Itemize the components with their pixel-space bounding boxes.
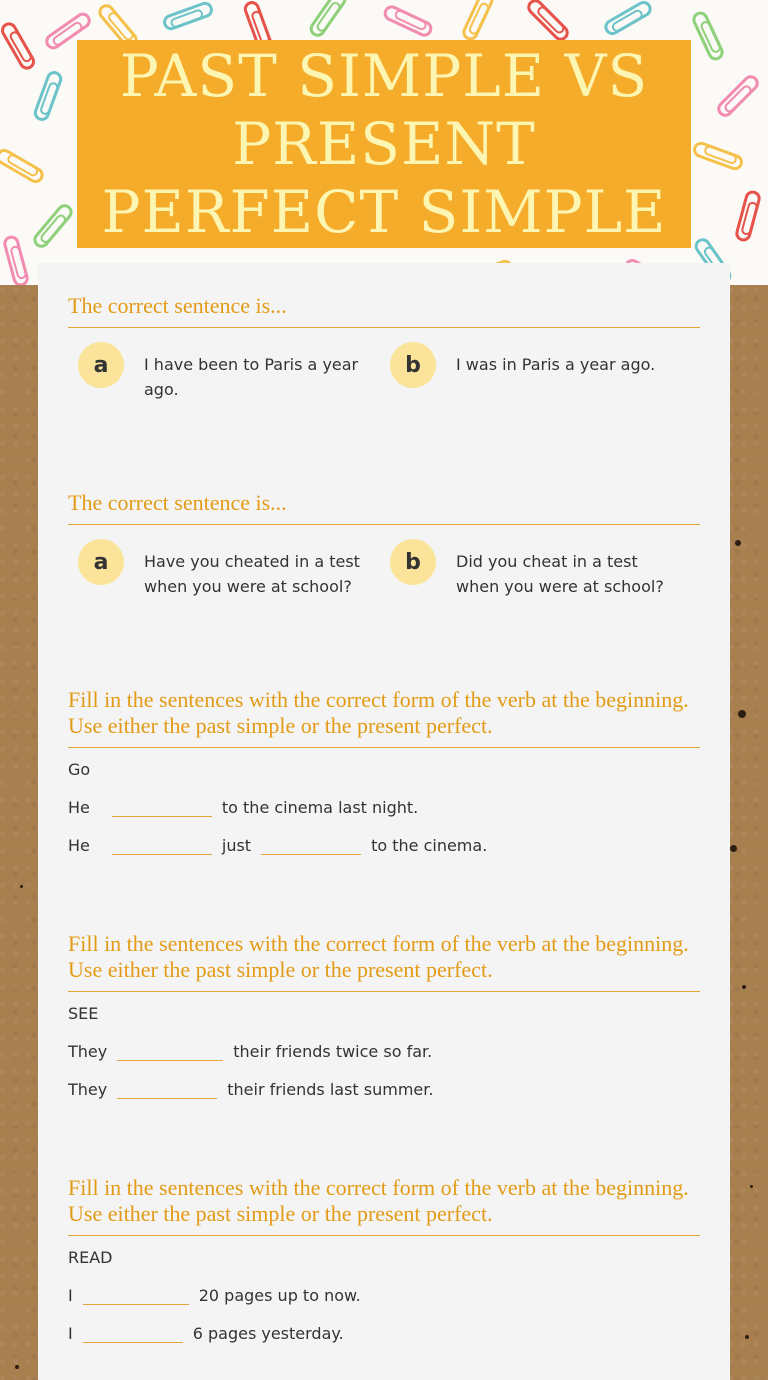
option-text: Have you cheated in a test when you were at school? bbox=[144, 552, 360, 596]
blank-input[interactable] bbox=[83, 1282, 189, 1305]
sentence-subject: He bbox=[68, 836, 90, 855]
sentence-line bbox=[68, 1319, 700, 1343]
sentence-line bbox=[68, 1037, 700, 1061]
page-title: PAST SIMPLE VS PRESENT PERFECT SIMPLE bbox=[101, 42, 667, 246]
question-1 bbox=[68, 293, 700, 422]
sentence-subject: He bbox=[68, 798, 90, 817]
sentence-subject: They bbox=[68, 1042, 108, 1061]
option-text: I have been to Paris a year ago. bbox=[144, 355, 359, 399]
sentence-subject: They bbox=[68, 1080, 108, 1099]
option-letter-badge[interactable]: b bbox=[390, 342, 436, 388]
question-2 bbox=[68, 490, 700, 619]
sentence-text: their friends last summer. bbox=[227, 1080, 434, 1099]
blank-input[interactable] bbox=[83, 1320, 183, 1343]
sentence-text: to the cinema last night. bbox=[221, 798, 419, 817]
blank-input[interactable] bbox=[117, 1076, 217, 1099]
sentence-subject: I bbox=[68, 1324, 73, 1343]
blank-input[interactable] bbox=[112, 832, 212, 855]
sentence-line bbox=[68, 1075, 700, 1099]
blank-input[interactable] bbox=[261, 832, 361, 855]
option-letter-badge[interactable]: b bbox=[390, 539, 436, 585]
sentence-subject: I bbox=[68, 1286, 73, 1305]
question-prompt: The correct sentence is... bbox=[68, 293, 700, 328]
fill-in-prompt: Fill in the sentences with the correct form of the verb at the beginning. Use either the past simple or the present perfect. bbox=[68, 931, 700, 992]
fill-in-prompt: Fill in the sentences with the correct form of the verb at the beginning. Use either the past simple or the present perfect. bbox=[68, 1175, 700, 1236]
question-prompt: The correct sentence is... bbox=[68, 490, 700, 525]
option-a[interactable] bbox=[78, 342, 378, 402]
fill-in-section-2 bbox=[68, 931, 700, 1099]
option-text: Did you cheat in a test when you were at school? bbox=[456, 552, 664, 596]
sentence-text: to the cinema. bbox=[371, 836, 488, 855]
title-banner bbox=[77, 40, 691, 248]
sentence-text: 6 pages yesterday. bbox=[192, 1324, 344, 1343]
option-b[interactable] bbox=[390, 342, 690, 388]
sentence-line bbox=[68, 831, 700, 855]
option-b[interactable] bbox=[390, 539, 690, 599]
sentence-text: 20 pages up to now. bbox=[198, 1286, 361, 1305]
sentence-text: their friends twice so far. bbox=[233, 1042, 433, 1061]
sentence-line bbox=[68, 793, 700, 817]
sentence-text: just bbox=[221, 836, 252, 855]
option-text: I was in Paris a year ago. bbox=[456, 355, 656, 374]
verb-label: READ bbox=[68, 1248, 113, 1267]
blank-input[interactable] bbox=[112, 794, 212, 817]
option-a[interactable] bbox=[78, 539, 378, 599]
verb-label: Go bbox=[68, 760, 91, 779]
sentence-line bbox=[68, 1281, 700, 1305]
fill-in-section-3 bbox=[68, 1175, 700, 1343]
fill-in-prompt: Fill in the sentences with the correct form of the verb at the beginning. Use either the past simple or the present perfect. bbox=[68, 687, 700, 748]
option-letter-badge[interactable]: a bbox=[78, 342, 124, 388]
option-letter-badge[interactable]: a bbox=[78, 539, 124, 585]
verb-label: SEE bbox=[68, 1004, 99, 1023]
blank-input[interactable] bbox=[117, 1038, 223, 1061]
fill-in-section-1 bbox=[68, 687, 700, 855]
